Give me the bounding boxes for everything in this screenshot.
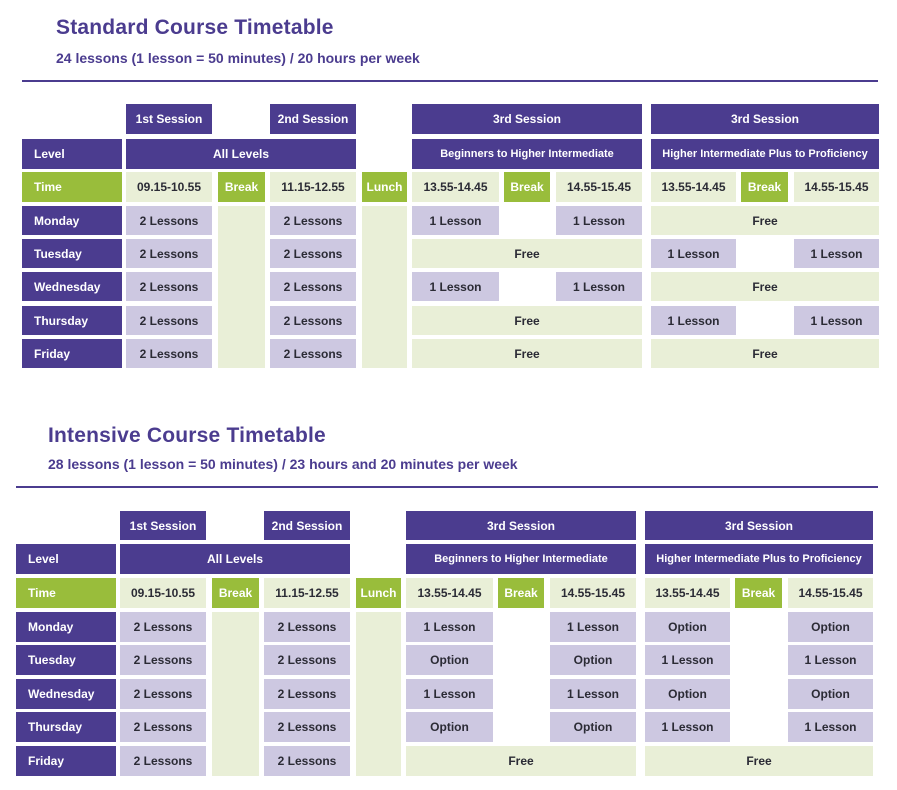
- lesson-cell: 2 Lessons: [270, 239, 356, 268]
- break-cell: Lunch: [356, 578, 401, 608]
- time-slot: 14.55-15.45: [556, 172, 642, 202]
- session-header: 3rd Session: [645, 511, 873, 540]
- gap-cell: [504, 206, 550, 235]
- level-value: All Levels: [120, 544, 350, 574]
- lesson-cell: 2 Lessons: [126, 206, 212, 235]
- gap-cell: [735, 712, 782, 742]
- time-slot: 13.55-14.45: [651, 172, 736, 202]
- gap-cell: [741, 239, 788, 268]
- session-header: 2nd Session: [270, 104, 356, 134]
- free-cell: Free: [651, 339, 879, 368]
- lesson-cell: 2 Lessons: [126, 272, 212, 301]
- level-value: Higher Intermediate Plus to Proficiency: [651, 139, 879, 169]
- lesson-cell: 2 Lessons: [264, 645, 350, 675]
- lesson-cell: 1 Lesson: [651, 306, 736, 335]
- lesson-cell: 2 Lessons: [126, 339, 212, 368]
- gap-cell: [498, 712, 544, 742]
- break-cell: Break: [504, 172, 550, 202]
- lesson-cell: 1 Lesson: [412, 206, 499, 235]
- free-cell: Free: [412, 239, 642, 268]
- lesson-cell: Option: [788, 612, 873, 642]
- session-header: 3rd Session: [412, 104, 642, 134]
- break-cell: Break: [218, 172, 265, 202]
- session-header: 1st Session: [126, 104, 212, 134]
- session-header: 1st Session: [120, 511, 206, 540]
- lesson-cell: 1 Lesson: [651, 239, 736, 268]
- lesson-cell: 1 Lesson: [788, 712, 873, 742]
- lesson-cell: 2 Lessons: [120, 746, 206, 776]
- level-label: Level: [16, 544, 116, 574]
- lesson-cell: Option: [550, 645, 636, 675]
- time-slot: 11.15-12.55: [270, 172, 356, 202]
- lesson-cell: 2 Lessons: [120, 712, 206, 742]
- level-value: Beginners to Higher Intermediate: [406, 544, 636, 574]
- lesson-cell: 2 Lessons: [120, 612, 206, 642]
- lesson-cell: Option: [788, 679, 873, 709]
- level-value: All Levels: [126, 139, 356, 169]
- time-label: Time: [22, 172, 122, 202]
- timetable-subtitle: 28 lessons (1 lesson = 50 minutes) / 23 hours and 20 minutes per week: [48, 456, 518, 472]
- level-value: Beginners to Higher Intermediate: [412, 139, 642, 169]
- break-column: [218, 206, 265, 368]
- lesson-cell: 1 Lesson: [788, 645, 873, 675]
- lesson-cell: Option: [645, 612, 730, 642]
- lesson-cell: 2 Lessons: [270, 206, 356, 235]
- break-column: [362, 206, 407, 368]
- gap-cell: [741, 306, 788, 335]
- time-slot: 14.55-15.45: [550, 578, 636, 608]
- free-cell: Free: [412, 339, 642, 368]
- day-label: Monday: [16, 612, 116, 642]
- gap-cell: [735, 679, 782, 709]
- lesson-cell: 1 Lesson: [406, 612, 493, 642]
- gap-cell: [498, 645, 544, 675]
- lesson-cell: 2 Lessons: [120, 679, 206, 709]
- session-header: 3rd Session: [651, 104, 879, 134]
- lesson-cell: 1 Lesson: [556, 206, 642, 235]
- time-label: Time: [16, 578, 116, 608]
- lesson-cell: 1 Lesson: [645, 645, 730, 675]
- time-slot: 14.55-15.45: [788, 578, 873, 608]
- lesson-cell: 1 Lesson: [412, 272, 499, 301]
- day-label: Tuesday: [22, 239, 122, 268]
- divider: [22, 80, 878, 82]
- time-slot: 13.55-14.45: [406, 578, 493, 608]
- lesson-cell: 2 Lessons: [270, 272, 356, 301]
- gap-cell: [498, 679, 544, 709]
- day-label: Tuesday: [16, 645, 116, 675]
- lesson-cell: 1 Lesson: [556, 272, 642, 301]
- day-label: Thursday: [16, 712, 116, 742]
- lesson-cell: 1 Lesson: [550, 612, 636, 642]
- free-cell: Free: [645, 746, 873, 776]
- time-slot: 13.55-14.45: [645, 578, 730, 608]
- level-label: Level: [22, 139, 122, 169]
- gap-cell: [735, 645, 782, 675]
- free-cell: Free: [412, 306, 642, 335]
- lesson-cell: 1 Lesson: [406, 679, 493, 709]
- lesson-cell: Option: [645, 679, 730, 709]
- lesson-cell: Option: [406, 712, 493, 742]
- break-cell: Break: [741, 172, 788, 202]
- lesson-cell: 1 Lesson: [794, 239, 879, 268]
- session-header: 3rd Session: [406, 511, 636, 540]
- break-column: [356, 612, 401, 776]
- lesson-cell: 2 Lessons: [270, 306, 356, 335]
- day-label: Friday: [16, 746, 116, 776]
- gap-cell: [498, 612, 544, 642]
- lesson-cell: 1 Lesson: [645, 712, 730, 742]
- lesson-cell: Option: [406, 645, 493, 675]
- lesson-cell: 2 Lessons: [264, 712, 350, 742]
- level-value: Higher Intermediate Plus to Proficiency: [645, 544, 873, 574]
- free-cell: Free: [406, 746, 636, 776]
- day-label: Monday: [22, 206, 122, 235]
- time-slot: 11.15-12.55: [264, 578, 350, 608]
- lesson-cell: 2 Lessons: [264, 679, 350, 709]
- lesson-cell: 2 Lessons: [264, 612, 350, 642]
- lesson-cell: 2 Lessons: [126, 306, 212, 335]
- lesson-cell: Option: [550, 712, 636, 742]
- free-cell: Free: [651, 206, 879, 235]
- time-slot: 14.55-15.45: [794, 172, 879, 202]
- time-slot: 09.15-10.55: [126, 172, 212, 202]
- lesson-cell: 2 Lessons: [120, 645, 206, 675]
- day-label: Wednesday: [22, 272, 122, 301]
- day-label: Wednesday: [16, 679, 116, 709]
- lesson-cell: 2 Lessons: [264, 746, 350, 776]
- lesson-cell: 1 Lesson: [550, 679, 636, 709]
- divider: [16, 486, 878, 488]
- timetable-title: Intensive Course Timetable: [48, 424, 326, 447]
- time-slot: 09.15-10.55: [120, 578, 206, 608]
- lesson-cell: 2 Lessons: [126, 239, 212, 268]
- lesson-cell: 2 Lessons: [270, 339, 356, 368]
- day-label: Thursday: [22, 306, 122, 335]
- break-cell: Break: [498, 578, 544, 608]
- lesson-cell: 1 Lesson: [794, 306, 879, 335]
- break-cell: Break: [212, 578, 259, 608]
- timetable-title: Standard Course Timetable: [56, 16, 334, 39]
- break-cell: Break: [735, 578, 782, 608]
- break-cell: Lunch: [362, 172, 407, 202]
- time-slot: 13.55-14.45: [412, 172, 499, 202]
- free-cell: Free: [651, 272, 879, 301]
- session-header: 2nd Session: [264, 511, 350, 540]
- gap-cell: [504, 272, 550, 301]
- timetable-subtitle: 24 lessons (1 lesson = 50 minutes) / 20 hours per week: [56, 50, 420, 66]
- day-label: Friday: [22, 339, 122, 368]
- gap-cell: [735, 612, 782, 642]
- break-column: [212, 612, 259, 776]
